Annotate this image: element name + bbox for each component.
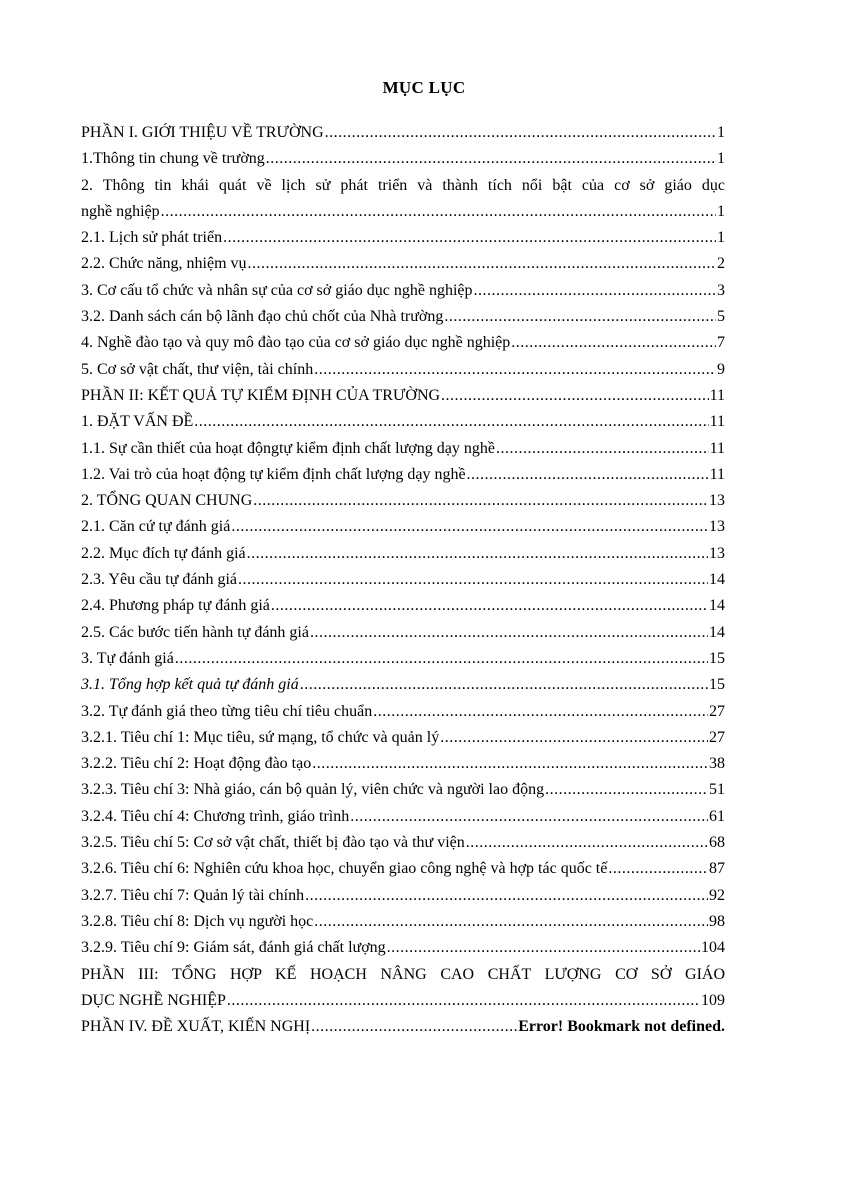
- toc-entry[interactable]: [81, 725, 725, 751]
- toc-entry[interactable]: [81, 567, 725, 593]
- dot-leader: [175, 646, 708, 672]
- toc-entry[interactable]: [81, 672, 725, 698]
- toc-entry[interactable]: [81, 383, 725, 409]
- toc-entry-label: PHẦN I. GIỚI THIỆU VỀ TRƯỜNG: [81, 124, 324, 141]
- toc-entry[interactable]: [81, 488, 725, 514]
- toc-entry-label: 1.1. Sự cần thiết của hoạt độngtự kiểm định chất lượng dạy nghề: [81, 439, 495, 457]
- toc-entry[interactable]: [81, 593, 725, 619]
- dot-leader: [238, 567, 708, 593]
- dot-leader: [325, 120, 716, 146]
- toc-entry-label: 3.2. Danh sách cán bộ lãnh đạo chủ chốt của Nhà trường: [81, 308, 444, 326]
- dot-leader: [223, 225, 716, 251]
- toc-page-number: 11: [709, 465, 725, 483]
- toc-error-text: Error! Bookmark not defined.: [518, 1018, 725, 1036]
- toc-entry[interactable]: [81, 830, 725, 856]
- dot-leader: [608, 856, 708, 882]
- toc-page-number: 2: [717, 255, 725, 273]
- toc-entry-label: 2.5. Các bước tiến hành tự đánh giá: [81, 623, 309, 641]
- toc-page-number: 11: [709, 439, 725, 457]
- dot-leader: [466, 830, 708, 856]
- toc-entry-label: 1. ĐẶT VẤN ĐỀ: [81, 413, 194, 431]
- toc-entry[interactable]: [81, 804, 725, 830]
- dot-leader: [387, 935, 700, 961]
- toc-page-number: 92: [709, 886, 725, 904]
- toc-entry[interactable]: [81, 409, 725, 435]
- toc-entry-label: 3.2.7. Tiêu chí 7: Quản lý tài chính: [81, 886, 305, 904]
- toc-page-number: 87: [709, 860, 725, 878]
- dot-leader: [545, 777, 708, 803]
- toc-entry-label: 2.1. Lịch sử phát triển: [81, 229, 223, 247]
- toc-entry-label: 3.2.4. Tiêu chí 4: Chương trình, giáo trình: [81, 807, 350, 825]
- toc-entry[interactable]: [81, 856, 725, 882]
- dot-leader: [231, 514, 708, 540]
- toc-entry[interactable]: [81, 883, 725, 909]
- toc-heading: MỤC LỤC: [382, 78, 466, 97]
- toc-page-number: 14: [709, 597, 725, 615]
- dot-leader: [300, 672, 708, 698]
- toc-entry[interactable]: [81, 620, 725, 646]
- toc-entry-label: 2.1. Căn cứ tự đánh giá: [81, 518, 231, 536]
- dot-leader: [253, 488, 708, 514]
- toc-entry-label-line2: nghề nghiệp: [81, 202, 160, 220]
- toc-page-number: 1: [717, 150, 725, 168]
- dot-leader: [373, 699, 708, 725]
- dot-leader: [314, 909, 708, 935]
- toc-page-number: 11: [709, 413, 725, 431]
- toc-entry[interactable]: [81, 962, 725, 1015]
- toc-entry-label: 2. TỔNG QUAN CHUNG: [81, 492, 253, 510]
- toc-entry[interactable]: [81, 646, 725, 672]
- toc-entry-label: 3.2.2. Tiêu chí 2: Hoạt động đào tạo: [81, 755, 312, 773]
- toc-entry-label: 3.2.5. Tiêu chí 5: Cơ sở vật chất, thiết bị đào tạo và thư viện: [81, 834, 465, 852]
- toc-page-number: 7: [717, 334, 725, 352]
- toc-page-number: 51: [709, 781, 725, 799]
- toc-page-number: 61: [709, 807, 725, 825]
- toc-entry-label: 3.2.3. Tiêu chí 3: Nhà giáo, cán bộ quản lý, viên chức và người lao động: [81, 781, 545, 799]
- dot-leader: [305, 883, 708, 909]
- toc-entry-label-line1: PHẦN III: TỔNG HỢP KẾ HOẠCH NÂNG CAO CHẤT LƯỢNG CƠ SỞ GIÁO: [81, 965, 725, 983]
- dot-leader: [496, 436, 709, 462]
- dot-leader: [227, 988, 700, 1014]
- dot-leader: [444, 304, 716, 330]
- dot-leader: [312, 751, 708, 777]
- toc-page-number: 109: [701, 991, 725, 1009]
- toc-entry[interactable]: [81, 699, 725, 725]
- dot-leader: [266, 146, 716, 172]
- toc-page-number: 27: [709, 728, 725, 746]
- toc-entry[interactable]: [81, 357, 725, 383]
- toc-page-number: 1: [717, 124, 725, 141]
- toc-entry-label: 3. Cơ cấu tổ chức và nhân sự của cơ sở giáo dục nghề nghiệp: [81, 281, 473, 299]
- toc-entry[interactable]: [81, 120, 725, 146]
- toc-page-number: 98: [709, 912, 725, 930]
- dot-leader: [441, 383, 709, 409]
- dot-leader: [467, 462, 709, 488]
- toc-entry[interactable]: [81, 225, 725, 251]
- toc-page-number: 9: [717, 360, 725, 378]
- dot-leader: [247, 541, 708, 567]
- toc-entry-label: PHẦN II: KẾT QUẢ TỰ KIỂM ĐỊNH CỦA TRƯỜNG: [81, 386, 441, 404]
- toc-entry-label: 2.3. Yêu cầu tự đánh giá: [81, 571, 238, 589]
- toc-page-number: 1: [717, 229, 725, 247]
- toc-entry-label: 4. Nghề đào tạo và quy mô đào tạo của cơ sở giáo dục nghề nghiệp: [81, 334, 511, 352]
- dot-leader: [271, 593, 708, 619]
- toc-page-number: 13: [709, 518, 725, 536]
- toc-entry[interactable]: [81, 514, 725, 540]
- table-of-contents: [81, 120, 725, 1040]
- toc-page-number: 104: [701, 939, 725, 957]
- toc-entry-label: 2.4. Phương pháp tự đánh giá: [81, 597, 270, 615]
- dot-leader: [194, 409, 708, 435]
- toc-entry[interactable]: [81, 777, 725, 803]
- toc-entry-label: 3. Tự đánh giá: [81, 649, 174, 667]
- toc-entry-label-line2: DỤC NGHỀ NGHIỆP: [81, 991, 226, 1009]
- dot-leader: [310, 620, 708, 646]
- toc-entry[interactable]: [81, 1014, 725, 1040]
- toc-entry-label: 2.2. Mục đích tự đánh giá: [81, 544, 246, 562]
- toc-entry[interactable]: [81, 304, 725, 330]
- toc-page-number: 1: [717, 202, 725, 220]
- dot-leader: [350, 804, 708, 830]
- toc-entry-label: 3.1. Tổng hợp kết quả tự đánh giá: [81, 676, 299, 694]
- dot-leader: [474, 278, 716, 304]
- toc-entry[interactable]: [81, 251, 725, 277]
- toc-entry-label: 3.2.6. Tiêu chí 6: Nghiên cứu khoa học, chuyển giao công nghệ và hợp tác quốc tế: [81, 860, 608, 878]
- dot-leader: [511, 330, 716, 356]
- toc-page-number: 5: [717, 308, 725, 326]
- toc-entry-label: PHẦN IV. ĐỀ XUẤT, KIẾN NGHỊ: [81, 1018, 311, 1036]
- toc-entry[interactable]: [81, 909, 725, 935]
- toc-entry-label: 1.2. Vai trò của hoạt động tự kiểm định chất lượng dạy nghề: [81, 465, 466, 483]
- toc-page-number: 68: [709, 834, 725, 852]
- toc-page-number: 13: [709, 492, 725, 510]
- toc-entry[interactable]: [81, 751, 725, 777]
- toc-entry[interactable]: [81, 541, 725, 567]
- toc-entry[interactable]: [81, 935, 725, 961]
- toc-page-number: 13: [709, 544, 725, 562]
- toc-entry[interactable]: [81, 330, 725, 356]
- toc-entry-label: 5. Cơ sở vật chất, thư viện, tài chính: [81, 360, 314, 378]
- toc-entry-label: 3.2.1. Tiêu chí 1: Mục tiêu, sứ mạng, tổ chức và quản lý: [81, 728, 440, 746]
- dot-leader: [311, 1014, 517, 1040]
- toc-entry[interactable]: [81, 146, 725, 172]
- toc-entry[interactable]: [81, 462, 725, 488]
- toc-page-number: 14: [709, 571, 725, 589]
- toc-entry[interactable]: [81, 436, 725, 462]
- toc-page-number: 15: [709, 649, 725, 667]
- toc-entry-label-line1: 2. Thông tin khái quát về lịch sử phát triển và thành tích nổi bật của cơ sở giáo dục: [81, 176, 725, 194]
- toc-entry-line2: [81, 988, 725, 1014]
- toc-entry-label: 3.2.9. Tiêu chí 9: Giám sát, đánh giá chất lượng: [81, 939, 386, 957]
- dot-leader: [248, 251, 716, 277]
- toc-entry[interactable]: [81, 173, 725, 226]
- dot-leader: [440, 725, 708, 751]
- dot-leader: [161, 199, 716, 225]
- toc-entry-label: 2.2. Chức năng, nhiệm vụ: [81, 255, 247, 273]
- toc-page-number: 27: [709, 702, 725, 720]
- toc-page-number: 15: [709, 676, 725, 694]
- toc-entry-label: 3.2.8. Tiêu chí 8: Dịch vụ người học: [81, 912, 314, 930]
- toc-page-number: 11: [709, 386, 725, 404]
- toc-page-number: 38: [709, 755, 725, 773]
- toc-entry-label: 1.Thông tin chung về trường: [81, 150, 265, 168]
- toc-entry-label: 3.2. Tự đánh giá theo từng tiêu chí tiêu chuẩn: [81, 702, 373, 720]
- dot-leader: [314, 357, 716, 383]
- toc-entry[interactable]: [81, 278, 725, 304]
- toc-page-number: 14: [709, 623, 725, 641]
- toc-entry-line2: [81, 199, 725, 225]
- toc-page-number: 3: [717, 281, 725, 299]
